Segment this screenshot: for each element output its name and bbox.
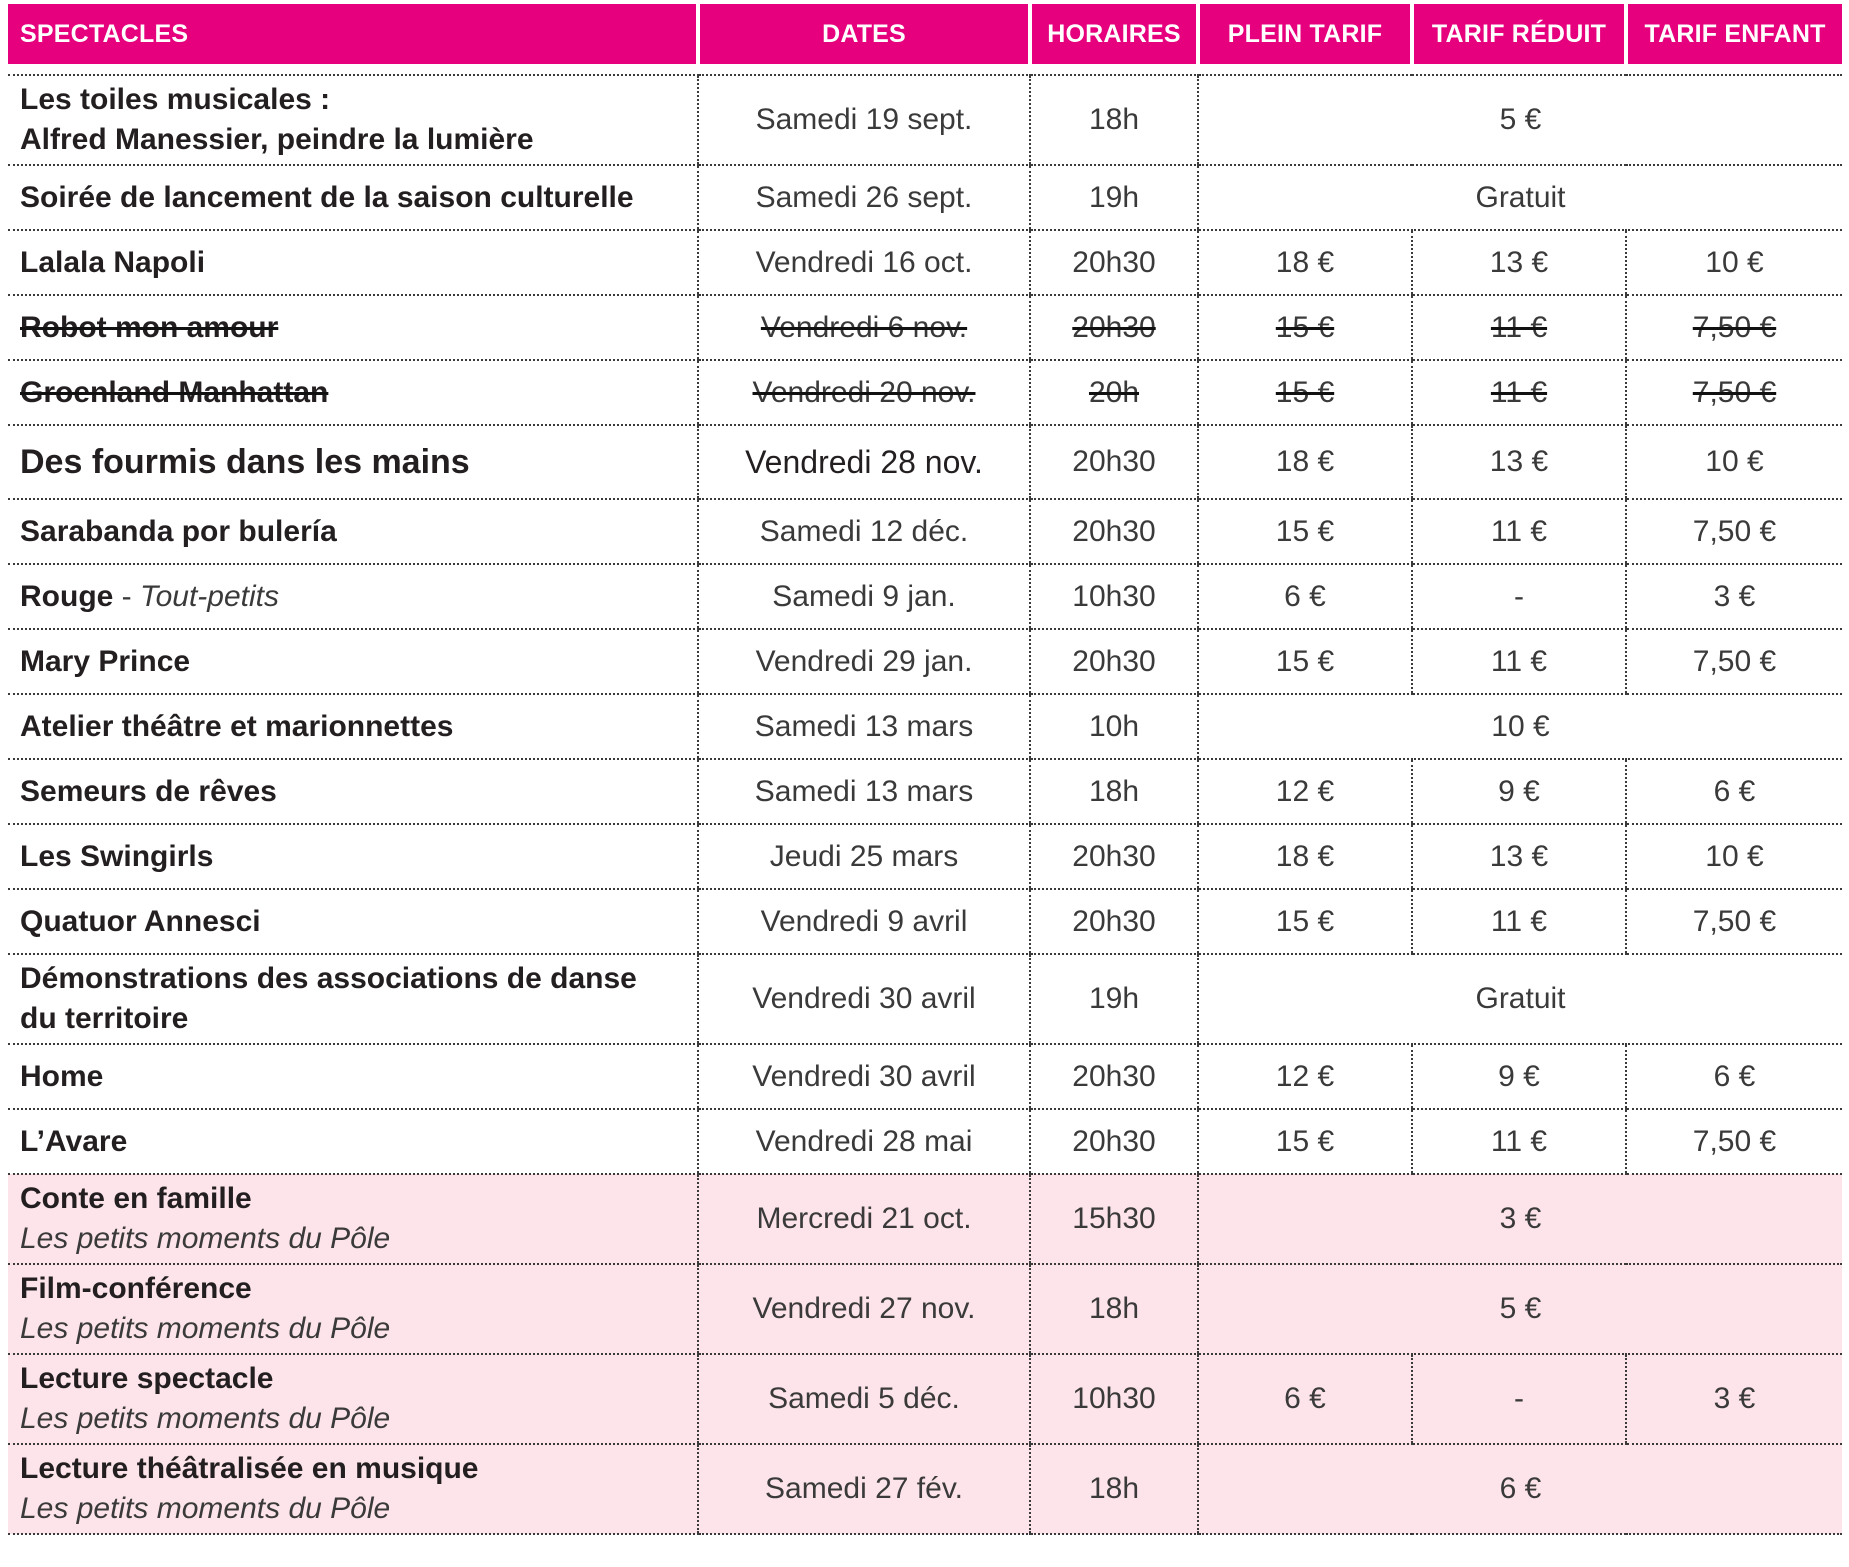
table-header-row [8, 4, 1842, 64]
table-row-petits-moments [8, 1174, 1842, 1264]
show-title: Quatuor Annesci [8, 889, 698, 954]
tarif-enfant-cell: 7,50 € [1626, 295, 1842, 360]
time-cell: 20h30 [1030, 1109, 1198, 1174]
table-row [8, 230, 1842, 295]
tarif-enfant-cell: 3 € [1626, 564, 1842, 629]
plein-tarif-cell: 6 € [1198, 1354, 1412, 1444]
plein-tarif-cell: 12 € [1198, 1044, 1412, 1109]
show-title-cell [8, 1444, 698, 1534]
tarif-reduit-cell: 13 € [1412, 425, 1626, 499]
table-row [8, 824, 1842, 889]
date-cell: Samedi 5 déc. [698, 1354, 1030, 1444]
show-title: L’Avare [8, 1109, 698, 1174]
price-cell: Gratuit [1198, 954, 1842, 1044]
time-cell: 20h30 [1030, 499, 1198, 564]
tarif-reduit-cell: - [1412, 1354, 1626, 1444]
header-plein-tarif: PLEIN TARIF [1198, 4, 1412, 64]
date-cell: Vendredi 27 nov. [698, 1264, 1030, 1354]
table-row [8, 629, 1842, 694]
price-cell: 6 € [1198, 1444, 1842, 1534]
tarif-enfant-cell: 3 € [1626, 1354, 1842, 1444]
tarif-reduit-cell: 11 € [1412, 499, 1626, 564]
tarif-enfant-cell: 6 € [1626, 759, 1842, 824]
tarif-enfant-cell: 7,50 € [1626, 499, 1842, 564]
show-title-cell [8, 1174, 698, 1264]
date-cell: Samedi 13 mars [698, 694, 1030, 759]
time-cell: 20h30 [1030, 824, 1198, 889]
show-title-cell [8, 954, 698, 1044]
date-cell: Samedi 19 sept. [698, 75, 1030, 165]
title-separator: - [113, 579, 140, 613]
tarif-reduit-cell: 9 € [1412, 1044, 1626, 1109]
table-row-cancelled [8, 360, 1842, 425]
time-cell: 18h [1030, 1264, 1198, 1354]
show-title: Les Swingirls [8, 824, 698, 889]
header-spectacles: SPECTACLES [8, 4, 698, 64]
table-row [8, 1044, 1842, 1109]
show-subtitle: Les petits moments du Pôle [20, 1312, 391, 1345]
plein-tarif-cell: 15 € [1198, 889, 1412, 954]
time-cell: 20h30 [1030, 230, 1198, 295]
date-cell: Samedi 12 déc. [698, 499, 1030, 564]
price-cell: 5 € [1198, 75, 1842, 165]
table-row-petits-moments [8, 1354, 1842, 1444]
schedule-table-wrapper [8, 4, 1842, 1535]
header-horaires: HORAIRES [1030, 4, 1198, 64]
tarif-enfant-cell: 7,50 € [1626, 629, 1842, 694]
date-cell: Vendredi 9 avril [698, 889, 1030, 954]
price-cell: Gratuit [1198, 165, 1842, 230]
tarif-enfant-cell: 7,50 € [1626, 1109, 1842, 1174]
show-title: Groenland Manhattan [8, 360, 698, 425]
show-title: Lecture théâtralisée en musique [20, 1452, 479, 1485]
plein-tarif-cell: 18 € [1198, 425, 1412, 499]
tarif-enfant-cell: 10 € [1626, 230, 1842, 295]
date-cell: Vendredi 16 oct. [698, 230, 1030, 295]
table-row [8, 694, 1842, 759]
plein-tarif-cell: 6 € [1198, 564, 1412, 629]
date-cell: Samedi 26 sept. [698, 165, 1030, 230]
time-cell: 20h30 [1030, 295, 1198, 360]
table-row [8, 75, 1842, 165]
time-cell: 20h30 [1030, 629, 1198, 694]
show-title: Soirée de lancement de la saison culturelle [8, 165, 698, 230]
show-subtitle: Les petits moments du Pôle [20, 1222, 391, 1255]
time-cell: 18h [1030, 75, 1198, 165]
show-title-cell [8, 564, 698, 629]
time-cell: 20h30 [1030, 889, 1198, 954]
time-cell: 20h30 [1030, 425, 1198, 499]
show-title: Robot mon amour [8, 295, 698, 360]
show-title: Film-conférence [20, 1272, 252, 1305]
show-title: Rouge [20, 579, 114, 613]
date-cell: Vendredi 30 avril [698, 954, 1030, 1044]
plein-tarif-cell: 18 € [1198, 824, 1412, 889]
table-row [8, 1109, 1842, 1174]
time-cell: 18h [1030, 759, 1198, 824]
tarif-enfant-cell: 10 € [1626, 824, 1842, 889]
time-cell: 10h30 [1030, 1354, 1198, 1444]
table-row-cancelled [8, 295, 1842, 360]
tarif-reduit-cell: 11 € [1412, 889, 1626, 954]
date-cell: Vendredi 30 avril [698, 1044, 1030, 1109]
table-row [8, 564, 1842, 629]
table-row [8, 499, 1842, 564]
table-row [8, 889, 1842, 954]
header-dates: DATES [698, 4, 1030, 64]
tarif-enfant-cell: 10 € [1626, 425, 1842, 499]
header-tarif-reduit: TARIF RÉDUIT [1412, 4, 1626, 64]
tarif-reduit-cell: 11 € [1412, 629, 1626, 694]
date-cell: Mercredi 21 oct. [698, 1174, 1030, 1264]
price-cell: 5 € [1198, 1264, 1842, 1354]
show-subtitle: Les petits moments du Pôle [20, 1492, 391, 1525]
tarif-enfant-cell: 7,50 € [1626, 360, 1842, 425]
plein-tarif-cell: 15 € [1198, 499, 1412, 564]
show-title-cell [8, 75, 698, 165]
plein-tarif-cell: 15 € [1198, 360, 1412, 425]
show-subtitle: Tout-petits [140, 579, 279, 613]
date-cell: Vendredi 6 nov. [698, 295, 1030, 360]
plein-tarif-cell: 18 € [1198, 230, 1412, 295]
show-title: Les toiles musicales : [20, 83, 331, 116]
time-cell: 20h [1030, 360, 1198, 425]
table-row [8, 425, 1842, 499]
show-title: Lalala Napoli [8, 230, 698, 295]
tarif-reduit-cell: 13 € [1412, 230, 1626, 295]
tarif-reduit-cell: 13 € [1412, 824, 1626, 889]
time-cell: 15h30 [1030, 1174, 1198, 1264]
show-title: Atelier théâtre et marionnettes [8, 694, 698, 759]
tarif-reduit-cell: 11 € [1412, 1109, 1626, 1174]
date-cell: Vendredi 29 jan. [698, 629, 1030, 694]
date-cell: Samedi 13 mars [698, 759, 1030, 824]
show-title-cell [8, 1264, 698, 1354]
tarif-reduit-cell: 9 € [1412, 759, 1626, 824]
plein-tarif-cell: 15 € [1198, 1109, 1412, 1174]
date-cell: Vendredi 20 nov. [698, 360, 1030, 425]
show-title: Sarabanda por bulería [8, 499, 698, 564]
show-title-cell [8, 1354, 698, 1444]
plein-tarif-cell: 15 € [1198, 295, 1412, 360]
show-title: Des fourmis dans les mains [8, 425, 698, 499]
show-title: Mary Prince [8, 629, 698, 694]
tarif-reduit-cell: 11 € [1412, 360, 1626, 425]
show-title: Semeurs de rêves [8, 759, 698, 824]
show-subtitle: Les petits moments du Pôle [20, 1402, 391, 1435]
price-cell: 10 € [1198, 694, 1842, 759]
show-title: Conte en famille [20, 1182, 252, 1215]
date-cell: Samedi 9 jan. [698, 564, 1030, 629]
time-cell: 10h [1030, 694, 1198, 759]
show-title-line2: Alfred Manessier, peindre la lumière [20, 123, 534, 156]
date-cell: Samedi 27 fév. [698, 1444, 1030, 1534]
table-row [8, 954, 1842, 1044]
table-row-petits-moments [8, 1264, 1842, 1354]
tarif-enfant-cell: 7,50 € [1626, 889, 1842, 954]
tarif-reduit-cell: - [1412, 564, 1626, 629]
table-row-petits-moments [8, 1444, 1842, 1534]
time-cell: 20h30 [1030, 1044, 1198, 1109]
header-tarif-enfant: TARIF ENFANT [1626, 4, 1842, 64]
date-cell: Vendredi 28 nov. [698, 425, 1030, 499]
time-cell: 19h [1030, 954, 1198, 1044]
show-title: Home [8, 1044, 698, 1109]
tarif-enfant-cell: 6 € [1626, 1044, 1842, 1109]
schedule-table [8, 4, 1842, 1535]
show-title: Démonstrations des associations de danse [20, 962, 637, 995]
time-cell: 19h [1030, 165, 1198, 230]
date-cell: Vendredi 28 mai [698, 1109, 1030, 1174]
table-row [8, 165, 1842, 230]
date-cell: Jeudi 25 mars [698, 824, 1030, 889]
tarif-reduit-cell: 11 € [1412, 295, 1626, 360]
show-title-line2: du territoire [20, 1002, 189, 1035]
table-row [8, 759, 1842, 824]
price-cell: 3 € [1198, 1174, 1842, 1264]
time-cell: 10h30 [1030, 564, 1198, 629]
plein-tarif-cell: 15 € [1198, 629, 1412, 694]
plein-tarif-cell: 12 € [1198, 759, 1412, 824]
show-title: Lecture spectacle [20, 1362, 274, 1395]
time-cell: 18h [1030, 1444, 1198, 1534]
